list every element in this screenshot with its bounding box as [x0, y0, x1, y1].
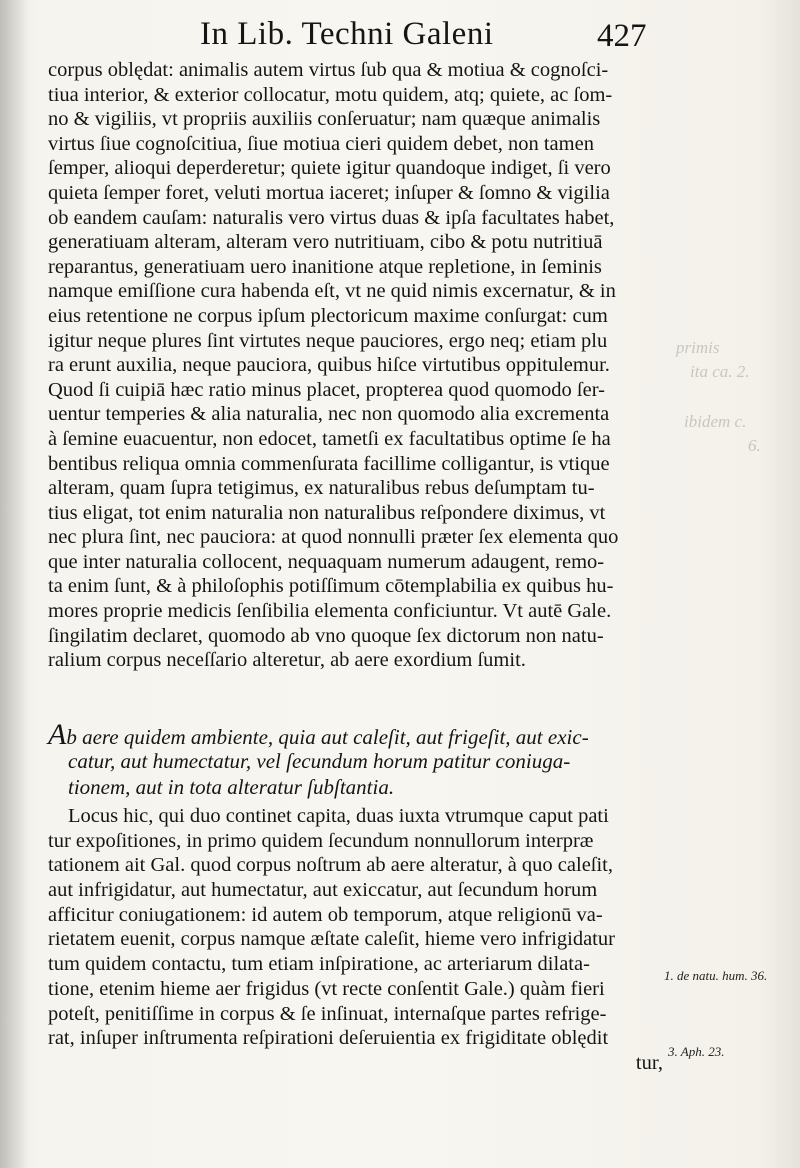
text-line: quieta ſemper foret, veluti mortua iaceret; inſuper & ſomno & vigilia: [48, 181, 610, 204]
text-line: ralium corpus neceſſario alteretur, ab aere exordium ſumit.: [48, 649, 526, 672]
text-line: reparantus, generatiuam uero inanitione atque repletione, in ſeminis: [48, 255, 602, 278]
commentary-line: tationem ait Gal. quod corpus noſtrum ab aere alteratur, à quo caleſit,: [48, 854, 614, 877]
gutter-shadow: [0, 0, 28, 1168]
text-line: generatiuam alteram, alteram vero nutritiuam, cibo & potu nutritiuā: [48, 231, 603, 254]
bleed-through-text: ibidem c.: [684, 412, 747, 431]
main-text-block: [48, 58, 663, 673]
text-line: mores proprie medicis ſenſibilia elementa conficiuntur. Vt autē Gale.: [48, 600, 612, 623]
text-line: virtus ſiue cognoſcitiua, ſiue motiua cieri quidem debet, non tamen: [48, 132, 594, 155]
commentary-block: [48, 804, 663, 1076]
text-line: namque emiſſione cura habenda eſt, vt ne quid nimis excernatur, & in: [48, 280, 616, 303]
text-line: que inter naturalia collocent, nequaquam numerum adaugent, remo-: [48, 550, 605, 573]
lemma-line: catur, aut humectatur, vel ſecundum horum patitur coniuga-: [68, 749, 571, 773]
commentary-line: tur,: [635, 1051, 663, 1074]
running-title: In Lib. Techni Galeni: [200, 16, 494, 52]
text-line: alteram, quam ſupra tetigimus, ex naturalibus rebus deſumptam tu-: [48, 477, 595, 500]
commentary-line: rat, inſuper inſtrumenta reſpirationi deſeruientia ex frigiditate oblędit: [48, 1027, 609, 1050]
commentary-line: tione, etenim hieme aer frigidus (vt recte conſentit Gale.) quàm fieri: [48, 977, 605, 1000]
page-number: 427: [597, 18, 647, 54]
bleed-through-text: 6.: [748, 436, 761, 455]
commentary-line: afficitur coniugationem: id autem ob temporum, atque religionū va-: [48, 903, 603, 926]
lemma-line: tionem, aut in tota alteratur ſubſtantia.: [68, 775, 395, 799]
text-line: ſingilatim declaret, quomodo ab vno quoque ſex dictorum non natu-: [48, 624, 604, 647]
galen-lemma: [48, 718, 668, 800]
text-line: à ſemine euacuentur, non edocet, tametſi ex facultatibus optime ſe ha: [48, 427, 611, 450]
commentary-line: Locus hic, qui duo continet capita, duas iuxta vtrumque caput pati: [68, 805, 609, 827]
bleed-through-text: ita ca. 2.: [690, 362, 750, 381]
text-line: ra erunt auxilia, neque pauciora, quibus hiſce virtutibus oppitulemur.: [48, 354, 610, 377]
commentary-line: rietatem euenit, corpus namque æſtate caleſit, hieme vero infrigidatur: [48, 928, 615, 951]
margin-note: 3. Aph. 23.: [668, 1044, 725, 1059]
text-line: ſemper, alioqui deperderetur; quiete igitur quandoque indiget, ſi vero: [48, 157, 611, 180]
lemma-line-text: b aere quidem ambiente, quia aut caleſit, aut frigeſit, aut exic-: [66, 725, 589, 749]
text-line: no & vigiliis, vt propriis auxiliis conſeruatur; nam quæque animalis: [48, 108, 601, 131]
bleed-through-text: primis: [676, 338, 720, 357]
margin-note: 1. de natu. hum. 36.: [664, 968, 768, 983]
text-line: nec plura ſint, nec pauciora: at quod nonnulli præter ſex elementa quo: [48, 526, 619, 549]
text-line: ta enim ſunt, & à philoſophis potiſſimum cōtemplabilia ex quibus hu-: [48, 575, 614, 598]
page-header: [100, 16, 680, 60]
text-line: Quod ſi cuipiā hæc ratio minus placet, propterea quod quomodo ſer-: [48, 378, 605, 401]
text-line: bentibus reliqua omnia commenſurata facillime colligantur, is vtique: [48, 452, 610, 475]
text-line: ob eandem cauſam: naturalis vero virtus duas & ipſa facultates habet,: [48, 206, 615, 229]
text-line: tiua interior, & exterior collocatur, motu quidem, atq; quiete, ac ſom-: [48, 83, 613, 106]
text-line: igitur neque plures ſint virtutes neque pauciores, ergo neq; etiam plu: [48, 329, 608, 352]
commentary-line: tur expoſitiones, in primo quidem ſecundum nonnullorum interpræ: [48, 829, 594, 852]
commentary-line: poteſt, penitiſſime in corpus & ſe inſinuat, internaſque partes refrige-: [48, 1002, 607, 1025]
lemma-initial: A: [48, 718, 67, 751]
commentary-line: aut infrigidatur, aut humectatur, aut exiccatur, aut ſecundum horum: [48, 879, 598, 902]
text-line: tius eligat, tot enim naturalia non naturalibus reſpondere diximus, vt: [48, 501, 606, 524]
lemma-line: [48, 718, 668, 751]
text-line: corpus oblędat: animalis autem virtus ſub qua & motiua & cognoſci-: [48, 59, 609, 81]
commentary-line: tum quidem contactu, tum etiam inſpiratione, ac arteriarum dilata-: [48, 953, 590, 976]
text-line: uentur temperies & alia naturalia, nec non quomodo alia excrementa: [48, 403, 610, 426]
text-line: eius retentione ne corpus ipſum plectoricum maxime conſurgat: cum: [48, 304, 608, 327]
